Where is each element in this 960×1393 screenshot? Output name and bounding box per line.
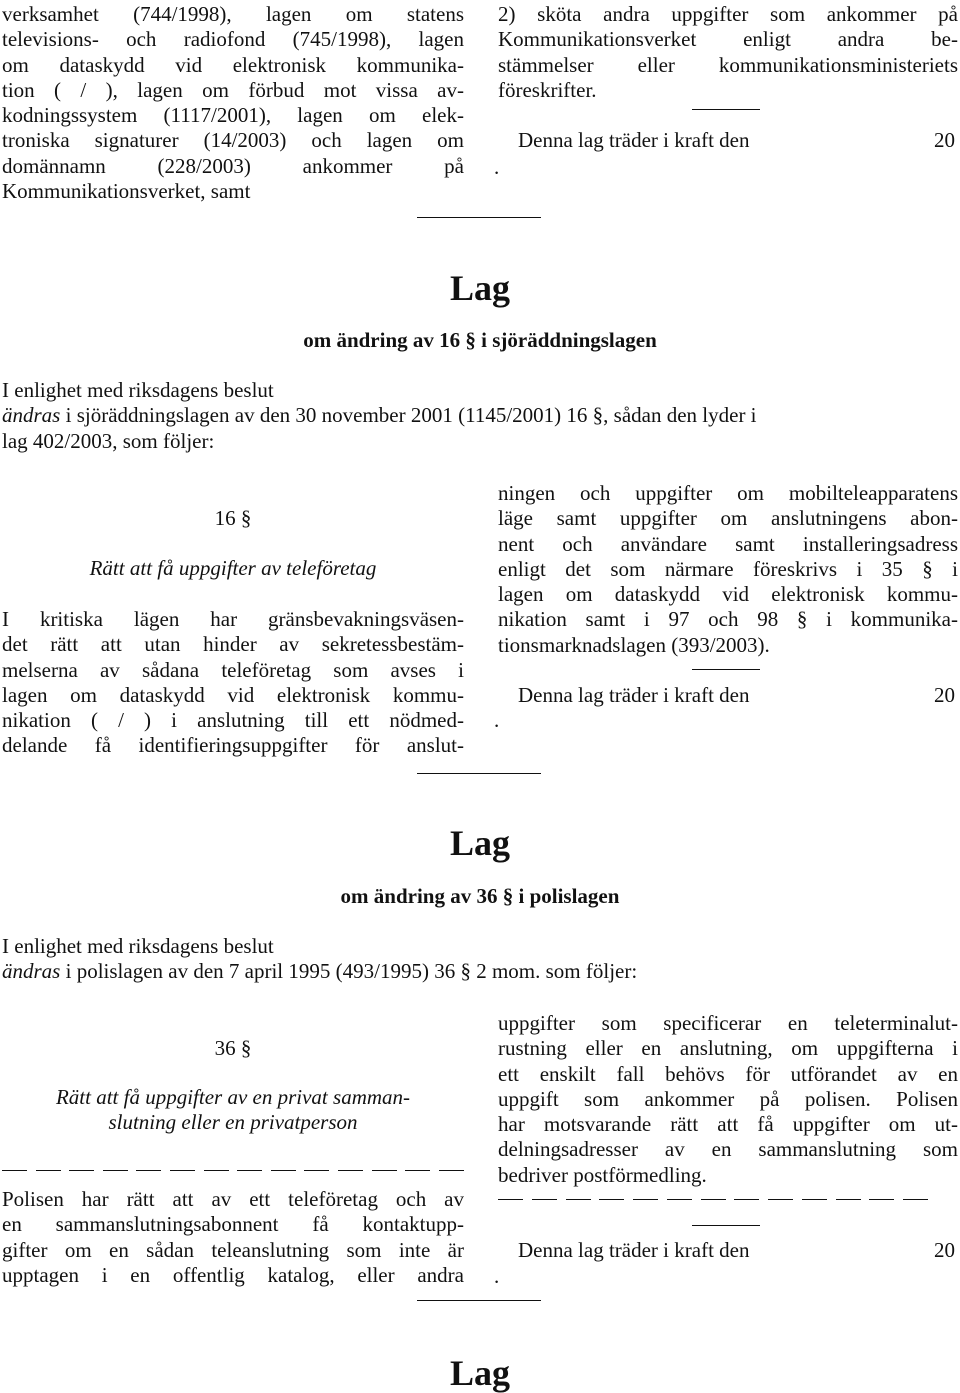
short-rule (692, 1225, 760, 1226)
section-rule (417, 773, 541, 774)
law3-intro (2, 934, 958, 985)
omitted-text-dashes (498, 1199, 928, 1200)
text-line: troniska signaturer (14/2003) och lagen om (2, 128, 464, 153)
text-line: kodningssystem (1117/2001), lagen om elek- (2, 103, 464, 128)
section-rule (417, 217, 541, 218)
section-number: 16 § (214, 506, 252, 530)
text-line: lagen om dataskydd vid elektronisk kommu- (498, 582, 958, 607)
law3-left-column (2, 1187, 464, 1288)
omitted-text-dashes (2, 1170, 464, 1171)
intro-line: I enlighet med riksdagens beslut (2, 934, 274, 958)
law1-right-column (498, 2, 958, 103)
text-line: delningsadresser av en sammanslutning som (498, 1137, 958, 1162)
text-line: om dataskydd vid elektronisk kommunika- (2, 52, 464, 77)
intro-line: lag 402/2003, som följer: (2, 428, 215, 453)
text-line: nikation ( / ) i anslutning till ett nödmed- (2, 708, 464, 733)
law2-left-column (2, 607, 464, 759)
intro-italic: ändras (2, 403, 61, 428)
text-line: ningen och uppgifter om mobilteleapparatens (498, 481, 958, 505)
effective-year: 20 (934, 1238, 955, 1262)
effective-dot: . (494, 708, 500, 732)
text-line: tion ( / ), lagen om förbud mot vissa av- (2, 77, 464, 102)
text-line: bedriver postförmedling. (498, 1162, 707, 1187)
effective-year: 20 (934, 128, 955, 152)
text-line: läge samt uppgifter om anslutningens abon- (498, 506, 958, 531)
intro-line (2, 959, 958, 984)
text-line: televisions- och radiofond (745/1998), lagen (2, 27, 464, 52)
effective-year: 20 (934, 683, 955, 707)
text-line: uppgifter som specificerar en teleterminalut- (498, 1011, 958, 1035)
text-line: lagen om dataskydd vid elektronisk kommu- (2, 682, 464, 707)
text-line: ett enskilt fall behövs för utförandet av en (498, 1061, 958, 1086)
text-line: en sammanslutningsabonnent få kontaktupp- (2, 1212, 464, 1237)
law-subtitle-text: om ändring av 36 § i polislagen (340, 884, 620, 908)
text-line: gifter om en sådan teleanslutning som inte är (2, 1237, 464, 1262)
text-line: nent och användare samt installeringsadress (498, 531, 958, 556)
effective-date-text: Denna lag träder i kraft den (518, 1238, 750, 1262)
text-line: melserna av sådana teleföretag som avses i (2, 657, 464, 682)
text-line: enligt det som närmare föreskrivs i 35 § i (498, 556, 958, 581)
effective-dot: . (494, 1264, 500, 1288)
text-line: 2) sköta andra uppgifter som ankommer på (498, 2, 958, 26)
law1-left-column (2, 2, 464, 204)
text-line: delande få identifieringsuppgifter för anslut- (2, 733, 464, 758)
section-heading-line: slutning eller en privatperson (108, 1110, 358, 1135)
text-line: det rätt att utan hinder av sekretessbestäm- (2, 632, 464, 657)
intro-rest: i polislagen av den 7 april 1995 (493/1995) 36 § 2 mom. som följer: (60, 959, 638, 984)
section-heading-line: Rätt att få uppgifter av en privat samman- (55, 1085, 411, 1109)
law-title: Lag (449, 823, 510, 863)
law2-right-column (498, 481, 958, 658)
text-line: Kommunikationsverket, samt (2, 179, 251, 204)
law-subtitle (0, 884, 960, 909)
text-line: Kommunikationsverket enligt andra be- (498, 27, 958, 52)
section-heading (2, 1085, 464, 1136)
effective-dot: . (494, 155, 500, 179)
text-line: nikation samt i 97 och 98 § i kommunika- (498, 607, 958, 632)
effective-date-text: Denna lag träder i kraft den (518, 683, 750, 707)
section-rule (417, 1300, 541, 1301)
text-line: har motsvarande rätt att få uppgifter om ut- (498, 1112, 958, 1137)
text-line: verksamhet (744/1998), lagen om statens (2, 2, 464, 26)
section-number: 36 § (214, 1036, 252, 1060)
effective-date-text: Denna lag träder i kraft den (518, 128, 750, 152)
section-heading: Rätt att få uppgifter av teleföretag (89, 556, 377, 580)
intro-rest: i sjöräddningslagen av den 30 november 2001 (1145/2001) 16 §, sådan den lyder i (60, 403, 757, 428)
text-line: stämmelser eller kommunikationsministeriets (498, 52, 958, 77)
text-line: upptagen i en offentlig katalog, eller andra (2, 1262, 464, 1287)
text-line: I kritiska lägen har gränsbevakningsväsen- (2, 607, 464, 631)
law-title: Lag (449, 268, 510, 308)
text-line: rustning eller en anslutning, om uppgifterna i (498, 1036, 958, 1061)
short-rule (692, 669, 760, 670)
short-rule (692, 109, 760, 110)
law-title: Lag (449, 1353, 510, 1393)
law2-intro (2, 378, 958, 454)
text-line: uppgift som ankommer på polisen. Polisen (498, 1086, 958, 1111)
intro-line: I enlighet med riksdagens beslut (2, 378, 274, 402)
law-subtitle (0, 328, 960, 353)
text-line: föreskrifter. (498, 77, 597, 102)
intro-italic: ändras (2, 959, 61, 984)
text-line: Polisen har rätt att av ett teleföretag och av (2, 1187, 464, 1211)
text-line: domännamn (228/2003) ankommer på (2, 153, 464, 178)
intro-line (2, 403, 958, 428)
text-line: tionsmarknadslagen (393/2003). (498, 632, 770, 657)
law3-right-column (498, 1011, 958, 1188)
law-subtitle-text: om ändring av 16 § i sjöräddningslagen (303, 328, 657, 352)
